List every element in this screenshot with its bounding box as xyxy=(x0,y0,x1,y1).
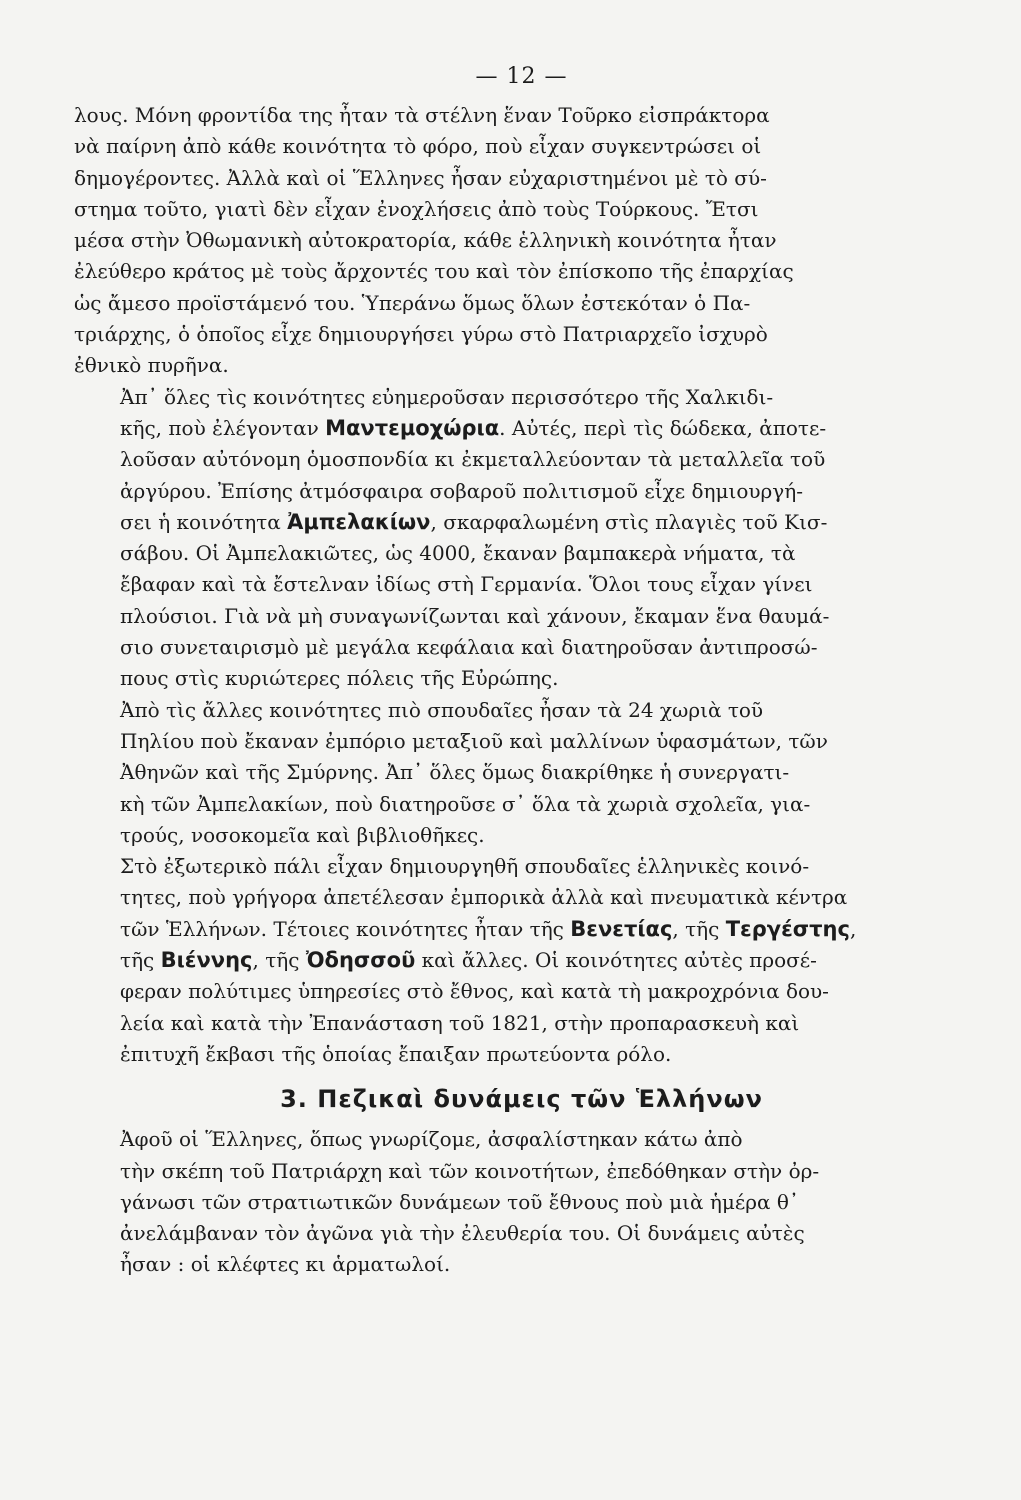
text-run: σιο συνεταιρισμὸ μὲ μεγάλα κεφάλαια καὶ διατηροῦσαν ἀντιπροσώ- xyxy=(120,635,818,660)
text-run: ὡς ἄμεσο προϊστάμενό του. Ὑπεράνω ὅμως ὅλων ἐστεκόταν ὁ Πα- xyxy=(74,290,751,315)
text-line xyxy=(74,882,969,913)
text-run: τῶν Ἑλλήνων. Τέτοιες κοινότητες ἦταν τῆς xyxy=(120,916,571,941)
text-run: δημογέροντες. Ἀλλὰ καὶ οἱ Ἕλληνες ἦσαν εὐχαριστημένοι μὲ τὸ σύ- xyxy=(74,165,767,190)
text-line xyxy=(74,1218,969,1249)
text-line xyxy=(74,726,969,757)
text-line xyxy=(74,632,969,663)
text-run: φεραν πολύτιμες ὑπηρεσίες στὸ ἔθνος, καὶ κατὰ τὴ μακροχρόνια δου- xyxy=(120,979,829,1004)
text-line xyxy=(74,757,969,788)
text-run: λοῦσαν αὐτόνομη ὁμοσπονδία κι ἐκμεταλλεύονταν τὰ μεταλλεῖα τοῦ xyxy=(120,447,826,472)
text-line xyxy=(74,914,969,945)
text-run: τρούς, νοσοκομεῖα καὶ βιβλιοθῆκες. xyxy=(120,822,485,847)
text-run: τὴν σκέπη τοῦ Πατριάρχη καὶ τῶν κοινοτήτων, ἐπεδόθηκαν στὴν ὀρ- xyxy=(120,1158,820,1183)
text-run: ἐθνικὸ πυρῆνα. xyxy=(74,353,229,378)
text-run: στημα τοῦτο, γιατὶ δὲν εἶχαν ἐνοχλήσεις ἀπὸ τοὺς Τούρκους. Ἔτσι xyxy=(74,196,759,221)
text-line xyxy=(74,194,969,225)
paragraph xyxy=(74,100,969,382)
text-run: νὰ παίρνη ἀπὸ κάθε κοινότητα τὸ φόρο, ποὺ εἶχαν συγκεντρώσει οἱ xyxy=(74,134,762,159)
text-line xyxy=(74,789,969,820)
text-run: Ἀπ᾽ ὅλες τὶς κοινότητες εὐημεροῦσαν περισσότερο τῆς Χαλκιδι- xyxy=(120,384,774,409)
text-line xyxy=(74,382,969,413)
text-run: κὴ τῶν Ἀμπελακίων, ποὺ διατηροῦσε σ᾽ ὅλα τὰ χωριὰ σχολεῖα, για- xyxy=(120,791,811,816)
paragraph xyxy=(74,382,969,695)
text-run: , xyxy=(849,916,857,941)
text-line xyxy=(74,225,969,256)
text-line xyxy=(74,569,969,600)
emphasized-place-name: Βιέννης xyxy=(160,948,253,973)
text-run: καὶ ἄλλες. Οἱ κοινότητες αὐτὲς προσέ- xyxy=(415,948,817,973)
text-line xyxy=(74,100,969,131)
text-line xyxy=(74,663,969,694)
text-run: μέσα στὴν Ὀθωμανικὴ αὐτοκρατορία, κάθε ἑλληνικὴ κοινότητα ἦταν xyxy=(74,228,777,253)
paragraph xyxy=(74,851,969,1070)
page-number: — 12 — xyxy=(475,64,568,89)
text-line xyxy=(74,1124,969,1155)
text-line xyxy=(74,1039,969,1070)
section-heading: 3. Πεζικαὶ δυνάμεις τῶν Ἑλλήνων xyxy=(280,1085,763,1114)
text-line xyxy=(74,851,969,882)
text-line xyxy=(74,413,969,444)
emphasized-place-name: Μαντεμοχώρια xyxy=(325,415,500,440)
text-line xyxy=(74,131,969,162)
text-line xyxy=(74,1249,969,1280)
text-line xyxy=(74,976,969,1007)
text-block-before-heading xyxy=(74,100,969,1070)
text-run: ἐλεύθερο κράτος μὲ τοὺς ἄρχοντές του καὶ τὸν ἐπίσκοπο τῆς ἐπαρχίας xyxy=(74,259,794,284)
text-run: ἀνελάμβαναν τὸν ἀγῶνα γιὰ τὴν ἐλευθερία του. Οἱ δυνάμεις αὐτὲς xyxy=(120,1221,805,1246)
paragraph xyxy=(74,1124,969,1280)
text-run: , τῆς xyxy=(252,948,306,973)
text-line xyxy=(74,1156,969,1187)
text-line xyxy=(74,945,969,976)
text-line xyxy=(74,319,969,350)
text-run: λους. Μόνη φροντίδα της ἦταν τὰ στέλνη ἕναν Τοῦρκο εἰσπράκτορα xyxy=(74,103,770,127)
text-run: Στὸ ἐξωτερικὸ πάλι εἶχαν δημιουργηθῆ σπουδαῖες ἑλληνικὲς κοινό- xyxy=(120,854,810,879)
text-run: πους στὶς κυριώτερες πόλεις τῆς Εὐρώπης. xyxy=(120,666,559,691)
text-run: ἔβαφαν καὶ τὰ ἔστελναν ἰδίως στὴ Γερμανία. Ὅλοι τους εἶχαν γίνει xyxy=(120,572,813,597)
text-run: τριάρχης, ὁ ὁποῖος εἶχε δημιουργήσει γύρω στὸ Πατριαρχεῖο ἰσχυρὸ xyxy=(74,322,768,347)
text-line xyxy=(74,350,969,381)
text-line xyxy=(74,820,969,851)
text-line xyxy=(74,288,969,319)
text-run: λεία καὶ κατὰ τὴν Ἐπανάσταση τοῦ 1821, στὴν προπαρασκευὴ καὶ xyxy=(120,1010,800,1035)
emphasized-place-name: Ἀμπελακίων xyxy=(287,509,431,534)
emphasized-place-name: Βενετίας xyxy=(570,916,673,941)
text-run: κῆς, ποὺ ἐλέγονταν xyxy=(120,415,326,440)
text-run: πλούσιοι. Γιὰ νὰ μὴ συναγωνίζωνται καὶ χάνουν, ἔκαμαν ἕνα θαυμά- xyxy=(120,603,830,628)
text-line xyxy=(74,256,969,287)
text-run: ἐπιτυχῆ ἔκβασι τῆς ὁποίας ἔπαιξαν πρωτεύοντα ρόλο. xyxy=(120,1041,672,1066)
emphasized-place-name: Ὀδησσοῦ xyxy=(305,948,416,973)
text-run: τητες, ποὺ γρήγορα ἀπετέλεσαν ἐμπορικὰ ἀλλὰ καὶ πνευματικὰ κέντρα xyxy=(120,885,848,910)
text-line xyxy=(74,163,969,194)
text-line xyxy=(74,476,969,507)
text-line xyxy=(74,1008,969,1039)
text-line xyxy=(74,601,969,632)
text-run: Ἀθηνῶν καὶ τῆς Σμύρνης. Ἀπ᾽ ὅλες ὅμως διακρίθηκε ἡ συνεργατι- xyxy=(120,760,790,785)
paragraph xyxy=(74,695,969,851)
text-run: σάβου. Οἱ Ἀμπελακιῶτες, ὡς 4000, ἔκαναν βαμπακερὰ νήματα, τὰ xyxy=(120,541,796,566)
text-run: , τῆς xyxy=(672,916,726,941)
text-line xyxy=(74,507,969,538)
text-line xyxy=(74,1187,969,1218)
text-block-after-heading xyxy=(74,1124,969,1280)
text-run: γάνωσι τῶν στρατιωτικῶν δυνάμεων τοῦ ἔθνους ποὺ μιὰ ἡμέρα θ᾽ xyxy=(120,1189,799,1214)
text-run: Πηλίου ποὺ ἔκαναν ἐμπόριο μεταξιοῦ καὶ μαλλίνων ὑφασμάτων, τῶν xyxy=(120,728,828,753)
text-line xyxy=(74,538,969,569)
emphasized-place-name: Τεργέστης xyxy=(725,916,850,941)
text-run: ἀργύρου. Ἐπίσης ἀτμόσφαιρα σοβαροῦ πολιτισμοῦ εἶχε δημιουργή- xyxy=(120,478,803,503)
text-line xyxy=(74,444,969,475)
text-run: . Αὐτές, περὶ τὶς δώδεκα, ἀποτε- xyxy=(499,415,827,440)
text-line xyxy=(74,695,969,726)
text-run: σει ἡ κοινότητα xyxy=(120,509,288,534)
text-run: Ἀπὸ τὶς ἄλλες κοινότητες πιὸ σπουδαῖες ἦσαν τὰ 24 χωριὰ τοῦ xyxy=(120,697,764,722)
text-run: , σκαρφαλωμένη στὶς πλαγιὲς τοῦ Κισ- xyxy=(430,509,828,534)
text-run: τῆς xyxy=(120,948,161,973)
text-run: Ἀφοῦ οἱ Ἕλληνες, ὅπως γνωρίζομε, ἀσφαλίστηκαν κάτω ἀπὸ xyxy=(120,1127,743,1152)
text-run: ἦσαν : οἱ κλέφτες κι ἁρματωλοί. xyxy=(120,1252,451,1277)
